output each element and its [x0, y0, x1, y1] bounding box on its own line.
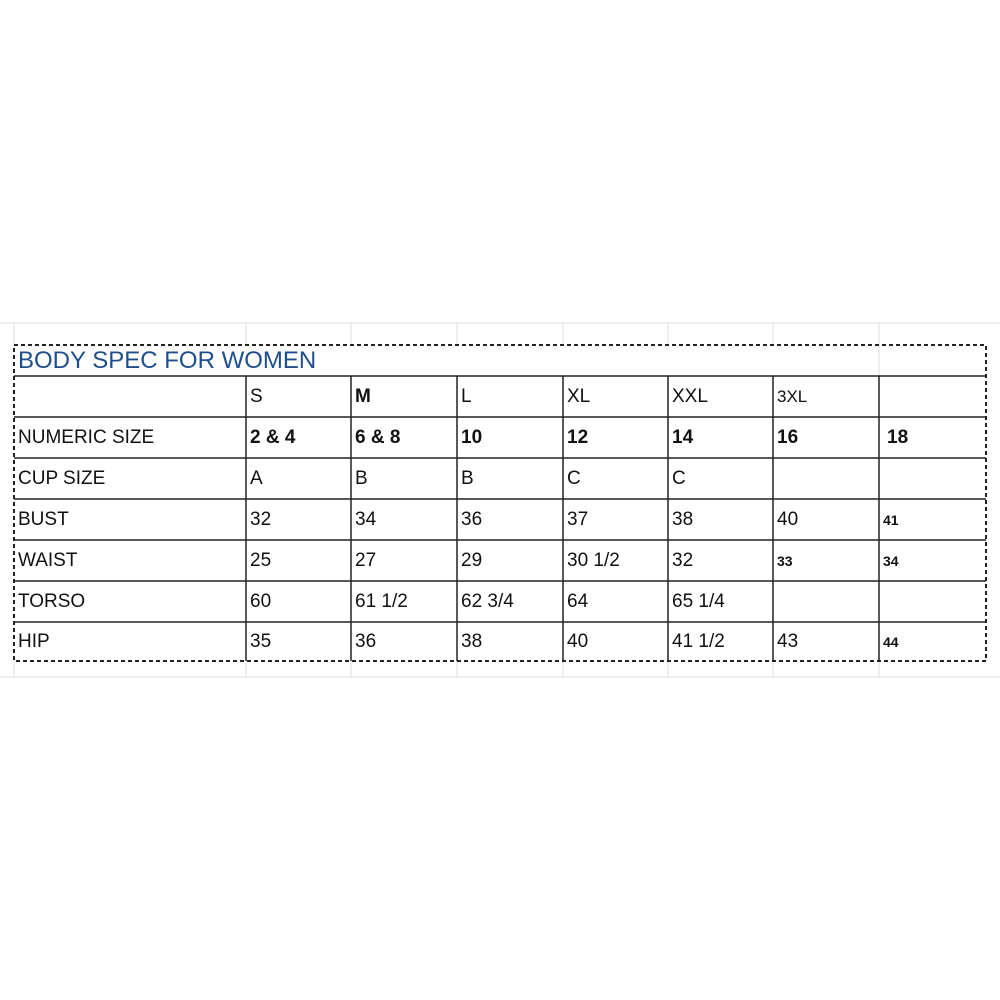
table-cell[interactable]: B: [355, 468, 368, 489]
row-label-torso[interactable]: TORSO: [18, 591, 86, 612]
table-cell[interactable]: 2 & 4: [250, 427, 296, 448]
table-cell[interactable]: 64: [567, 591, 589, 612]
table-cell[interactable]: [773, 581, 879, 622]
table-cell[interactable]: 10: [461, 427, 483, 448]
table-cell[interactable]: 34: [883, 552, 899, 569]
table-cell[interactable]: 60: [250, 591, 272, 612]
table-cell[interactable]: 43: [777, 631, 799, 652]
table-cell[interactable]: 44: [883, 633, 899, 650]
table-cell[interactable]: 18: [887, 427, 909, 448]
table-cell[interactable]: 29: [461, 550, 483, 571]
table-cell[interactable]: 41 1/2: [672, 631, 725, 652]
table-cell[interactable]: 61 1/2: [355, 591, 408, 612]
table-cell[interactable]: 16: [777, 427, 799, 448]
row-label-cup-size[interactable]: CUP SIZE: [18, 468, 106, 489]
table-cell[interactable]: 6 & 8: [355, 427, 401, 448]
table-cell[interactable]: A: [250, 468, 263, 489]
table-cell[interactable]: 32: [672, 550, 694, 571]
table-cell[interactable]: 40: [567, 631, 589, 652]
size-header-xxl[interactable]: XXL: [672, 386, 708, 407]
table-cell[interactable]: 37: [567, 509, 589, 530]
table-cell[interactable]: 36: [355, 631, 377, 652]
size-header-l[interactable]: L: [461, 386, 472, 407]
table-title[interactable]: BODY SPEC FOR WOMEN: [18, 346, 317, 374]
body-spec-table: [14, 345, 986, 661]
row-label-hip[interactable]: HIP: [18, 631, 50, 652]
table-cell[interactable]: 12: [567, 427, 589, 448]
table-cell[interactable]: 38: [672, 509, 694, 530]
table-cell[interactable]: 40: [777, 509, 799, 530]
table-cell[interactable]: 65 1/4: [672, 591, 725, 612]
table-cell[interactable]: 33: [777, 552, 793, 569]
table-cell[interactable]: C: [672, 468, 686, 489]
table-cell[interactable]: 38: [461, 631, 483, 652]
table-cell[interactable]: [879, 581, 986, 622]
header-empty-cell[interactable]: [14, 376, 246, 417]
table-cell[interactable]: B: [461, 468, 474, 489]
table-cell[interactable]: 41: [883, 511, 899, 528]
size-header-empty[interactable]: [879, 376, 986, 417]
table-cell[interactable]: 30 1/2: [567, 550, 620, 571]
table-cell[interactable]: 35: [250, 631, 272, 652]
size-header-3xl[interactable]: 3XL: [777, 387, 808, 406]
table-cell[interactable]: 62 3/4: [461, 591, 514, 612]
table-cell[interactable]: 32: [250, 509, 272, 530]
table-cell[interactable]: 14: [672, 427, 694, 448]
size-header-s[interactable]: S: [250, 386, 263, 407]
table-cell[interactable]: [773, 458, 879, 499]
table-cell[interactable]: 34: [355, 509, 377, 530]
table-cell[interactable]: 27: [355, 550, 377, 571]
row-label-numeric-size[interactable]: NUMERIC SIZE: [18, 427, 155, 448]
row-label-bust[interactable]: BUST: [18, 509, 69, 530]
size-header-xl[interactable]: XL: [567, 386, 591, 407]
table-cell[interactable]: 36: [461, 509, 483, 530]
table-cell[interactable]: [879, 458, 986, 499]
table-cell[interactable]: 25: [250, 550, 272, 571]
size-header-m[interactable]: M: [355, 386, 371, 407]
table-cell[interactable]: C: [567, 468, 581, 489]
row-label-waist[interactable]: WAIST: [18, 550, 78, 571]
